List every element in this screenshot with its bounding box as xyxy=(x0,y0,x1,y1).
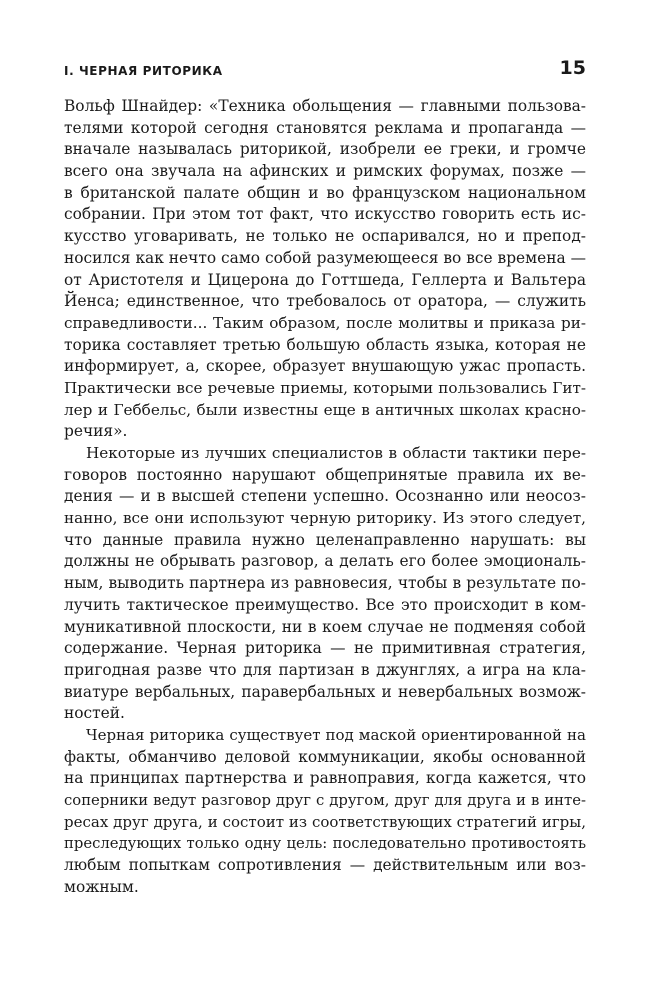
paragraph xyxy=(64,96,586,443)
text-line: кусство уговаривать, не только не оспаривался, но и препод- xyxy=(64,227,586,246)
text-line: Черная риторика существует под маской ориентированной на xyxy=(86,725,586,744)
text-line: ресах друг друга, и состоит из соответствующих стратегий игры, xyxy=(64,812,586,831)
text-line: что данные правила нужно целенаправленно нарушать: вы xyxy=(64,530,586,549)
text-line: справедливости... Таким образом, после молитвы и приказа ри- xyxy=(64,313,586,332)
text-line: содержание. Черная риторика — не примитивная стратегия, xyxy=(64,639,586,658)
text-line: на принципах партнерства и равноправия, когда кажется, что xyxy=(64,769,586,788)
text-line: говоров постоянно нарушают общепринятые правила их ве- xyxy=(64,465,586,484)
text-line: ностей. xyxy=(64,704,125,723)
text-line: носился как нечто само собой разумеющееся во все времена — xyxy=(64,248,586,267)
text-line: Практически все речевые приемы, которыми пользовались Гит- xyxy=(64,378,586,397)
text-line: ным, выводить партнера из равновесия, чтобы в результате по- xyxy=(64,574,586,593)
text-line: в британской палате общин и во французском национальном xyxy=(64,183,586,202)
text-line: собрании. При этом тот факт, что искусство говорить есть ис- xyxy=(64,205,586,224)
text-line: соперники ведут разговор друг с другом, друг для друга и в инте- xyxy=(64,792,586,809)
text-line: Йенса; единственное, что требовалось от оратора, — служить xyxy=(64,292,586,311)
text-line: любым попыткам сопротивления — действительным или воз- xyxy=(64,856,586,875)
text-line: нанно, все они используют черную риторику. Из этого следует, xyxy=(64,509,586,528)
text-line: преследующих только одну цель: последовательно противостоять xyxy=(64,835,586,853)
text-line: должны не обрывать разговор, а делать его более эмоциональ- xyxy=(64,552,586,571)
paragraph xyxy=(64,443,586,725)
body-text xyxy=(64,96,586,898)
text-line: торика составляет третью большую область языка, которая не xyxy=(64,335,586,354)
page-number: 15 xyxy=(559,57,586,79)
running-head: I. ЧЕРНАЯ РИТОРИКА xyxy=(64,64,223,78)
text-line: Некоторые из лучших специалистов в области тактики пере- xyxy=(86,444,586,462)
text-line: муникативной плоскости, ни в коем случае не подменяя собой xyxy=(64,617,586,636)
text-line: можным. xyxy=(64,877,139,896)
text-line: всего она звучала на афинских и римских форумах, позже — xyxy=(64,162,586,181)
text-line: вначале называлась риторикой, изобрели ее греки, и громче xyxy=(64,140,586,159)
text-line: информирует, а, скорее, образует внушающую ужас пропасть. xyxy=(64,357,586,376)
text-line: факты, обманчиво деловой коммуникации, якобы основанной xyxy=(64,747,586,766)
text-line: Вольф Шнайдер: «Техника обольщения — главными пользова- xyxy=(64,97,586,115)
paragraph xyxy=(64,725,586,899)
text-line: речия». xyxy=(64,422,128,441)
text-line: лучить тактическое преимущество. Все это происходит в ком- xyxy=(64,595,586,614)
text-line: лер и Геббельс, были известны еще в античных школах красно- xyxy=(64,400,586,419)
text-line: дения — и в высшей степени успешно. Осознанно или неосоз- xyxy=(64,487,586,506)
text-line: виатуре вербальных, паравербальных и невербальных возмож- xyxy=(64,682,586,701)
text-line: пригодная разве что для партизан в джунглях, а игра на кла- xyxy=(64,660,586,679)
text-line: от Аристотеля и Цицерона до Готтшеда, Геллерта и Вальтера xyxy=(64,270,586,289)
text-line: телями которой сегодня становятся реклама и пропаганда — xyxy=(64,118,586,137)
